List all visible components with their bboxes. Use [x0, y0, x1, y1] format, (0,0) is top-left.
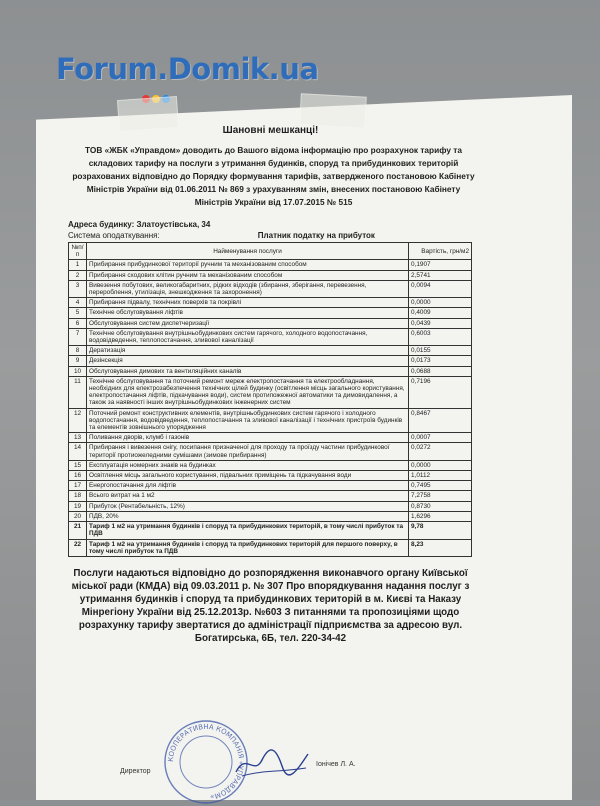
tariff-table: [68, 242, 472, 557]
table-row: [69, 471, 472, 481]
row-number: 18: [69, 491, 87, 501]
table-row: [69, 308, 472, 318]
row-number: 11: [69, 376, 87, 408]
stamp-ring-text: КООПЕРАТИВНА КОМПАНІЯ «УПРАВДОМ»: [166, 722, 246, 801]
table-row: [69, 328, 472, 345]
row-number: 1: [69, 260, 87, 270]
table-row: [69, 481, 472, 491]
row-value: 0,1907: [409, 260, 472, 270]
address-text: Адреса будинку: Златоустівська, 34: [68, 220, 211, 229]
row-service-name: Поливання дворів, клумб і газонів: [87, 433, 409, 443]
row-value: 8,23: [409, 539, 472, 556]
table-body: [69, 260, 472, 557]
table-row: [69, 356, 472, 366]
row-number: 21: [69, 522, 87, 539]
row-service-name: Прибирання підвалу, технічних поверхів та покрівлі: [87, 298, 409, 308]
table-row: [69, 366, 472, 376]
row-service-name: Експлуатація номерних знаків на будинках: [87, 460, 409, 470]
row-value: 0,0272: [409, 443, 472, 460]
row-number: 5: [69, 308, 87, 318]
row-number: 2: [69, 270, 87, 280]
row-number: 15: [69, 460, 87, 470]
row-service-name: Вивезення побутових, великогабаритних, рідких відходів (збирання, зберігання, перевезення, перероблення, утилізація, знешкодження та захоронення): [87, 280, 409, 297]
table-row: [69, 443, 472, 460]
row-value: 0,8467: [409, 408, 472, 433]
row-service-name: Прибирання і вивезення снігу, посипання призначеної для проходу та проїзду частини прибудинкової території протиожеледними сумішами (зимове прибирання): [87, 443, 409, 460]
row-number: 22: [69, 539, 87, 556]
row-number: 19: [69, 501, 87, 511]
row-value: 0,0000: [409, 460, 472, 470]
row-number: 3: [69, 280, 87, 297]
row-service-name: Дезінсекція: [87, 356, 409, 366]
table-row: [69, 270, 472, 280]
table-row: [69, 318, 472, 328]
row-service-name: Поточний ремонт конструктивних елементів, внутрішньобудинкових систем гарячого і холодного водопостачання, водовідведення, теплопостачання та зливової каналізації і технічних пристроїв будинків та елементів зовнішнього упорядження: [87, 408, 409, 433]
table-row: [69, 522, 472, 539]
row-value: 0,0688: [409, 366, 472, 376]
tax-system-row: [68, 230, 473, 241]
row-number: 9: [69, 356, 87, 366]
row-value: 0,0155: [409, 346, 472, 356]
row-service-name: ПДВ, 20%: [87, 511, 409, 521]
director-signature: [232, 742, 312, 782]
row-value: 0,0007: [409, 433, 472, 443]
row-value: 1,0112: [409, 471, 472, 481]
row-number: 14: [69, 443, 87, 460]
row-service-name: Дератизація: [87, 346, 409, 356]
row-number: 10: [69, 366, 87, 376]
tape-strip: [299, 93, 367, 128]
row-value: 0,0173: [409, 356, 472, 366]
table-header-row: [69, 243, 472, 260]
row-value: 7,2758: [409, 491, 472, 501]
decree-paragraph: Послуги надаються відповідно до розпорядження виконавчого органу Київської міської ради (КМДА) від 09.03.2011 р. № 307 Про впорядкування надання послуг з утримання будинків і споруд та прибудинкових територій в м. Києві та Наказу Мінрегіону України від 25.12.2013р. №603 З питаннями та пропозиціями щодо розрахунку тарифу звертатися до адміністрації підприємства за адресою вул. Богатирська, 6Б, тел. 220-34-42: [71, 567, 470, 644]
header-name: Найменування послуги: [87, 243, 409, 260]
row-value: 0,4009: [409, 308, 472, 318]
row-service-name: Всього витрат на 1 м2: [87, 491, 409, 501]
notice-content: [68, 125, 473, 645]
footer-text: [68, 567, 473, 645]
row-service-name: Технічне обслуговування ліфтів: [87, 308, 409, 318]
row-service-name: Енергопостачання для ліфтів: [87, 481, 409, 491]
table-row: [69, 346, 472, 356]
watermark-logo: Forum.Domik.ua: [56, 52, 319, 86]
tax-system-value: Платник податку на прибуток: [257, 231, 375, 240]
row-number: 20: [69, 511, 87, 521]
table-row: [69, 491, 472, 501]
row-number: 6: [69, 318, 87, 328]
tax-system-label: Система оподаткування:: [68, 231, 160, 240]
row-service-name: Прибуток (Рентабельність, 12%): [87, 501, 409, 511]
row-value: 0,7495: [409, 481, 472, 491]
row-service-name: Обслуговування систем диспетчеризації: [87, 318, 409, 328]
row-number: 13: [69, 433, 87, 443]
row-number: 16: [69, 471, 87, 481]
row-value: 1,6296: [409, 511, 472, 521]
salutation: Шановні мешканці!: [222, 125, 319, 136]
row-service-name: Технічне обслуговування та поточний ремонт мереж електропостачання та електрообладнання, необхідних для електрозабезпечення технічних цілей будинку (освітлення місць загального користування, електропостачання ліфтів, підкачування води), систем протипожежної автоматики та димовидалення, а також за наявності інших внутрішньобудинкових інженерних систем: [87, 376, 409, 408]
row-number: 7: [69, 328, 87, 345]
director-label: Директор: [120, 768, 151, 775]
address-line: [68, 219, 473, 230]
row-service-name: Прибирання прибудинкової території ручним та механізованим способом: [87, 260, 409, 270]
row-number: 17: [69, 481, 87, 491]
row-number: 4: [69, 298, 87, 308]
director-name: Іонічев Л. А.: [316, 761, 356, 768]
row-value: 0,7196: [409, 376, 472, 408]
table-row: [69, 501, 472, 511]
table-row: [69, 460, 472, 470]
row-service-name: Тариф 1 м2 на утримання будинків і споруд та прибудинкових територій, в тому числі прибуток та ПДВ: [87, 522, 409, 539]
row-number: 8: [69, 346, 87, 356]
table-row: [69, 376, 472, 408]
intro-paragraph: ТОВ «ЖБК «Управдом» доводить до Вашого відома інформацію про розрахунок тарифу та складових тарифу на послуги з утримання будинків, споруд та прибудинкових територій розрахованих відповідно до Порядку формування тарифів, затвердженого постановою Кабінету Міністрів України від 01.06.2011 № 869 з урахуванням змін, внесених постановою Кабінету Міністрів України від 17.07.2015 № 515: [72, 145, 475, 207]
row-value: 0,0000: [409, 298, 472, 308]
table-row: [69, 511, 472, 521]
row-service-name: Освітлення місць загального користування, підвальних приміщень та підкачування води: [87, 471, 409, 481]
row-service-name: Тариф 1 м2 на утримання будинків і споруд та прибудинкових територій для першого поверху, в тому числі прибуток та ПДВ: [87, 539, 409, 556]
header-value: Вартість, грн/м2: [409, 243, 472, 260]
row-value: 0,0439: [409, 318, 472, 328]
table-row: [69, 539, 472, 556]
table-row: [69, 280, 472, 297]
row-value: 0,0094: [409, 280, 472, 297]
table-row: [69, 260, 472, 270]
row-number: 12: [69, 408, 87, 433]
row-value: 0,6003: [409, 328, 472, 345]
row-value: 9,78: [409, 522, 472, 539]
header-num: №п/п: [69, 243, 87, 260]
row-service-name: Прибирання сходових клітин ручним та механізованим способом: [87, 270, 409, 280]
table-row: [69, 298, 472, 308]
table-row: [69, 433, 472, 443]
row-value: 0,8730: [409, 501, 472, 511]
row-service-name: Технічне обслуговування внутрішньобудинкових систем гарячого, холодного водопостачання, водовідведення, теплопостачання, зливової каналізації: [87, 328, 409, 345]
row-service-name: Обслуговування димових та вентиляційних каналів: [87, 366, 409, 376]
table-row: [69, 408, 472, 433]
row-value: 2,5741: [409, 270, 472, 280]
